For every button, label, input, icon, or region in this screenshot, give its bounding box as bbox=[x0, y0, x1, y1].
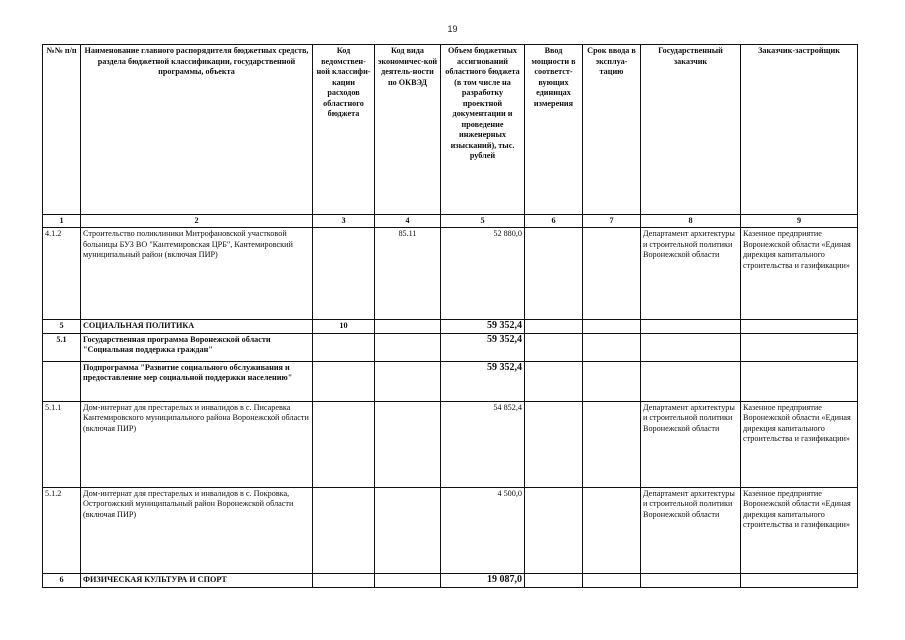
row-customer: Департамент архитектуры и строительной политики Воронежской области bbox=[641, 228, 741, 320]
row-term bbox=[583, 361, 641, 401]
row-developer: Казенное предприятие Воронежской области «Единая дирекция капитального строительства и газификации» bbox=[741, 487, 858, 573]
row-num: 5.1.1 bbox=[43, 401, 81, 487]
row-capacity bbox=[525, 487, 583, 573]
row-dept-code bbox=[313, 228, 375, 320]
header-capacity: Ввод мощности в соответст-вующих единицах измерения bbox=[525, 45, 583, 215]
row-amount: 52 880,0 bbox=[441, 228, 525, 320]
row-name: Строительство поликлиники Митрофановской участковой больницы БУЗ ВО "Кантемировская ЦРБ", Кантемировский муниципальный район (включая ПИР) bbox=[81, 228, 313, 320]
row-developer bbox=[741, 320, 858, 334]
row-name: Государственная программа Воронежской области "Социальная поддержка граждан" bbox=[81, 333, 313, 361]
row-amount: 4 500,0 bbox=[441, 487, 525, 573]
column-number: 2 bbox=[81, 215, 313, 228]
row-capacity bbox=[525, 401, 583, 487]
column-number-row bbox=[43, 215, 858, 228]
row-name: Дом-интернат для престарелых и инвалидов в с. Покровка, Острогожский муниципальный район Воронежской области (включая ПИР) bbox=[81, 487, 313, 573]
table-row bbox=[43, 333, 858, 361]
header-customer: Государственный заказчик bbox=[641, 45, 741, 215]
header-num: №№ п/п bbox=[43, 45, 81, 215]
table-row bbox=[43, 401, 858, 487]
table-row bbox=[43, 573, 858, 587]
header-developer: Заказчик-застройщик bbox=[741, 45, 858, 215]
row-customer: Департамент архитектуры и строительной политики Воронежской области bbox=[641, 487, 741, 573]
row-dept-code bbox=[313, 361, 375, 401]
budget-table bbox=[42, 44, 858, 588]
row-dept-code: 10 bbox=[313, 320, 375, 334]
row-okved bbox=[375, 361, 441, 401]
row-num: 6 bbox=[43, 573, 81, 587]
row-amount: 59 352,4 bbox=[441, 320, 525, 334]
column-number: 6 bbox=[525, 215, 583, 228]
row-okved bbox=[375, 333, 441, 361]
column-number: 9 bbox=[741, 215, 858, 228]
row-customer bbox=[641, 333, 741, 361]
row-term bbox=[583, 228, 641, 320]
row-num bbox=[43, 361, 81, 401]
header-row bbox=[43, 45, 858, 215]
row-name: Подпрограмма "Развитие социального обслуживания и предоставление мер социальной поддержки населению" bbox=[81, 361, 313, 401]
row-amount: 19 087,0 bbox=[441, 573, 525, 587]
row-customer bbox=[641, 361, 741, 401]
row-okved bbox=[375, 320, 441, 334]
row-name: СОЦИАЛЬНАЯ ПОЛИТИКА bbox=[81, 320, 313, 334]
row-amount: 59 352,4 bbox=[441, 333, 525, 361]
row-okved bbox=[375, 487, 441, 573]
row-amount: 54 852,4 bbox=[441, 401, 525, 487]
header-amount: Объем бюджетных ассигнований областного бюджета (в том числе на разработку проектной документации и проведение инженерных изысканий), тыс. рублей bbox=[441, 45, 525, 215]
header-okved: Код вида экономичес-кой деятель-ности по ОКВЭД bbox=[375, 45, 441, 215]
row-num: 5.1.2 bbox=[43, 487, 81, 573]
row-customer bbox=[641, 573, 741, 587]
column-number: 1 bbox=[43, 215, 81, 228]
row-num: 5 bbox=[43, 320, 81, 334]
row-okved bbox=[375, 401, 441, 487]
row-dept-code bbox=[313, 333, 375, 361]
header-dept-code: Код ведомствен-ной классифи-кации расходов областного бюджета bbox=[313, 45, 375, 215]
row-dept-code bbox=[313, 573, 375, 587]
row-customer bbox=[641, 320, 741, 334]
header-term: Срок ввода в эксплуа-тацию bbox=[583, 45, 641, 215]
row-dept-code bbox=[313, 487, 375, 573]
row-name: ФИЗИЧЕСКАЯ КУЛЬТУРА И СПОРТ bbox=[81, 573, 313, 587]
row-developer bbox=[741, 333, 858, 361]
column-number: 8 bbox=[641, 215, 741, 228]
table-row bbox=[43, 487, 858, 573]
row-dept-code bbox=[313, 401, 375, 487]
row-capacity bbox=[525, 320, 583, 334]
column-number: 4 bbox=[375, 215, 441, 228]
row-developer bbox=[741, 573, 858, 587]
row-capacity bbox=[525, 361, 583, 401]
row-okved bbox=[375, 573, 441, 587]
row-capacity bbox=[525, 573, 583, 587]
row-customer: Департамент архитектуры и строительной политики Воронежской области bbox=[641, 401, 741, 487]
table-row bbox=[43, 320, 858, 334]
row-term bbox=[583, 573, 641, 587]
table-row bbox=[43, 228, 858, 320]
header-name: Наименование главного распорядителя бюджетных средств, раздела бюджетной классификации, государственной программы, объекта bbox=[81, 45, 313, 215]
column-number: 3 bbox=[313, 215, 375, 228]
row-developer: Казенное предприятие Воронежской области «Единая дирекция капитального строительства и газификации» bbox=[741, 228, 858, 320]
row-developer bbox=[741, 361, 858, 401]
row-num: 5.1 bbox=[43, 333, 81, 361]
row-term bbox=[583, 487, 641, 573]
row-term bbox=[583, 333, 641, 361]
row-term bbox=[583, 320, 641, 334]
row-num: 4.1.2 bbox=[43, 228, 81, 320]
page-number: 19 bbox=[447, 24, 458, 34]
column-number: 7 bbox=[583, 215, 641, 228]
row-capacity bbox=[525, 333, 583, 361]
row-name: Дом-интернат для престарелых и инвалидов в с. Писаревка Кантемировского муниципального района Воронежской области (включая ПИР) bbox=[81, 401, 313, 487]
table-row bbox=[43, 361, 858, 401]
column-number: 5 bbox=[441, 215, 525, 228]
row-amount: 59 352,4 bbox=[441, 361, 525, 401]
row-developer: Казенное предприятие Воронежской области «Единая дирекция капитального строительства и газификации» bbox=[741, 401, 858, 487]
row-capacity bbox=[525, 228, 583, 320]
row-okved: 85.11 bbox=[375, 228, 441, 320]
row-term bbox=[583, 401, 641, 487]
